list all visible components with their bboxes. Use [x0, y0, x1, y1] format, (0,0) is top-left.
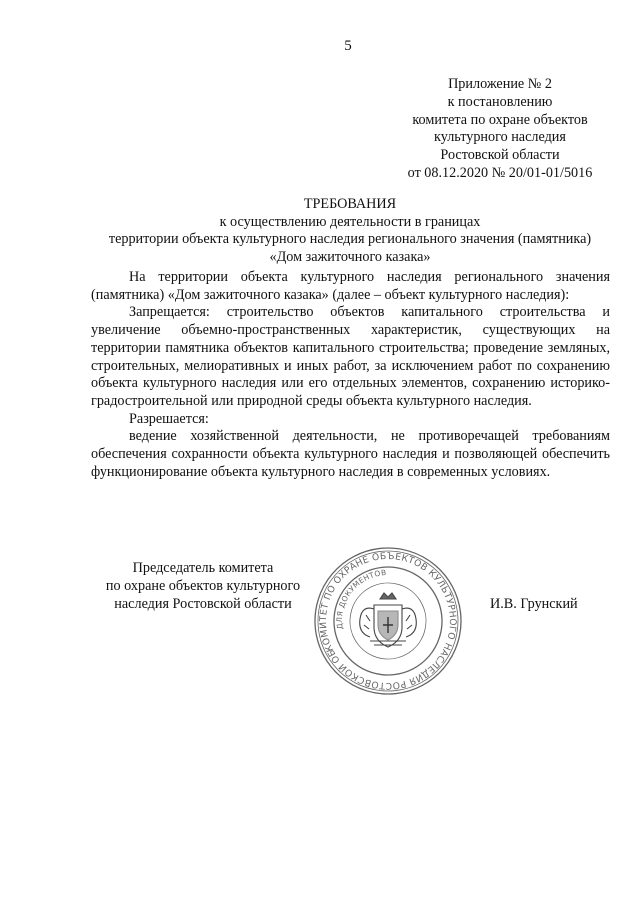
title-line: территории объекта культурного наследия регионального значения (памятника): [108, 231, 592, 248]
appendix-line: к постановлению: [447, 93, 553, 110]
title-line: к осуществлению деятельности в границах: [219, 213, 481, 230]
coat-of-arms-icon: [360, 593, 417, 647]
body-paragraph: Запрещается: строительство объектов капитального строительства и увеличение объемно-пространственных характеристик, существующих на территории памятника объектов капитального строительства; проведение земляных, строительных, мелиоративных и иных работ, за исключением работ по сохранению объекта культурного наследия или его отдельных элементов, сохранению историко-градостроительной или природной среды объекта культурного наследия.: [91, 304, 610, 409]
svg-text:КОМИТЕТ ПО ОХРАНЕ ОБЪЕКТОВ КУЛ: КОМИТЕТ ПО ОХРАНЕ ОБЪЕКТОВ КУЛЬТУРНОГО НАСЛЕДИЯ РОСТОВСКОЙ ОБЛАСТИ: [317, 550, 459, 692]
body-paragraph: ведение хозяйственной деятельности, не противоречащей требованиям обеспечения сохранности объекта культурного наследия и позволяющей обеспечить функционирование объекта культурного наследия в современных условиях.: [91, 428, 610, 480]
official-seal: [312, 545, 464, 697]
appendix-line: Ростовской области: [440, 147, 560, 164]
title-heading: ТРЕБОВАНИЯ: [303, 196, 397, 212]
appendix-line: Приложение № 2: [448, 76, 552, 92]
appendix-line: культурного наследия: [434, 129, 566, 146]
signatory-position-line: наследия Ростовской области: [114, 595, 292, 612]
document-body: [91, 269, 610, 481]
signatory-name: И.В. Грунский: [490, 596, 578, 612]
signatory-position: [88, 560, 318, 613]
page-number: 5: [344, 38, 352, 54]
title-line: «Дом зажиточного казака»: [269, 248, 431, 265]
appendix-reference: [380, 76, 620, 183]
signatory-position-line: Председатель комитета: [132, 560, 274, 576]
appendix-line: комитета по охране объектов: [412, 111, 588, 128]
body-paragraph: На территории объекта культурного наследия регионального значения (памятника) «Дом зажиточного казака» (далее – объект культурного наследия):: [91, 269, 610, 303]
svg-text:ДЛЯ ДОКУМЕНТОВ: ДЛЯ ДОКУМЕНТОВ: [334, 567, 387, 630]
document-title: [70, 196, 630, 266]
appendix-line: от 08.12.2020 № 20/01-01/5016: [407, 164, 593, 181]
signatory-position-line: по охране объектов культурного: [105, 577, 301, 594]
body-paragraph: Разрешается:: [129, 410, 209, 427]
